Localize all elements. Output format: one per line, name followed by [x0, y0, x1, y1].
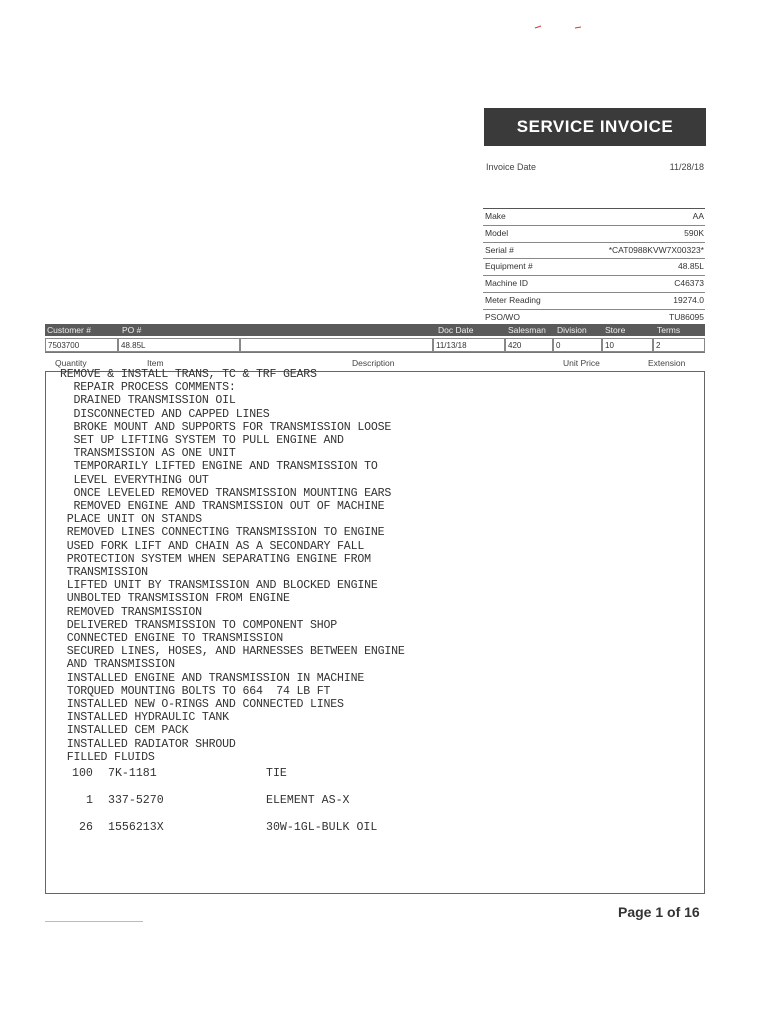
- info-row-meter: [483, 293, 705, 310]
- info-row-machine-id: [483, 276, 705, 293]
- blank-cell: [240, 338, 433, 352]
- terms-label: Terms: [657, 325, 681, 335]
- salesman-label: Salesman: [508, 325, 546, 335]
- store-label: Store: [605, 325, 626, 335]
- line-item-qty: 100: [72, 767, 93, 780]
- line-item-number: 7K-1181: [108, 767, 157, 780]
- page-indicator: Page 1 of 16: [618, 904, 700, 920]
- machine-info-table: [483, 208, 705, 327]
- col-description: Description: [352, 358, 395, 368]
- info-row-model: [483, 226, 705, 243]
- info-value: C46373: [674, 278, 704, 289]
- invoice-title-text: SERVICE INVOICE: [516, 117, 674, 136]
- info-value: TU86095: [669, 311, 704, 322]
- info-row-serial: [483, 243, 705, 260]
- info-row-make: [483, 209, 705, 226]
- po-label: PO #: [122, 325, 142, 335]
- line-item-number: 1556213X: [108, 821, 164, 834]
- info-label: Machine ID: [485, 278, 528, 289]
- customer-value: 7503700: [45, 338, 118, 352]
- info-row-equipment: [483, 259, 705, 276]
- terms-value: 2: [653, 338, 705, 352]
- info-value: 48.85L: [678, 261, 704, 272]
- footer-divider: [45, 921, 143, 922]
- customer-label: Customer #: [47, 325, 91, 335]
- division-label: Division: [557, 325, 587, 335]
- info-label: PSO/WO: [485, 311, 520, 322]
- line-item-qty: 1: [86, 794, 93, 807]
- info-value: AA: [692, 211, 704, 221]
- line-item-desc: TIE: [266, 767, 287, 780]
- po-value: 48.85L: [118, 338, 240, 352]
- salesman-value: 420: [505, 338, 553, 352]
- info-label: Meter Reading: [485, 294, 541, 305]
- info-label: Equipment #: [485, 261, 533, 272]
- info-value: *CAT0988KVW7X00323*: [608, 244, 704, 255]
- line-item-qty: 26: [79, 821, 93, 834]
- invoice-title: [484, 108, 706, 146]
- line-item-desc: 30W-1GL-BULK OIL: [266, 821, 378, 834]
- scan-mark: [455, 18, 615, 20]
- col-item: Item: [147, 358, 164, 368]
- info-label: Make: [485, 211, 506, 221]
- col-quantity: Quantity: [55, 358, 87, 368]
- store-value: 10: [602, 338, 653, 352]
- col-unit-price: Unit Price: [563, 358, 600, 368]
- line-item-number: 337-5270: [108, 794, 164, 807]
- invoice-date-label: Invoice Date: [486, 162, 537, 172]
- invoice-date-value: 11/28/18: [669, 162, 704, 172]
- order-header-values: [45, 338, 705, 353]
- doc-date-value: 11/13/18: [433, 338, 505, 352]
- order-header-bar: [45, 324, 705, 336]
- work-description: REMOVE & INSTALL TRANS, TC & TRF GEARS REPAIR PROCESS COMMENTS: DRAINED TRANSMISSION OIL DISCONNECTED AND CAPPED LINES BROKE MOUNT AND SUPPORTS FOR TRANSMISSION LOOSE SET UP LIFTING SYSTEM TO PULL ENGINE AND TRANSMISSION AS ONE UNIT TEMPORARILY LIFTED ENGINE AND TRANSMISSION TO LEVEL EVERYTHING OUT ONCE LEVELED REMOVED TRANSMISSION MOUNTING EARS REMOVED ENGINE AND TRANSMISSION OUT OF MACHINE PLACE UNIT ON STANDS REMOVED LINES CONNECTING TRANSMISSION TO ENGINE USED FORK LIFT AND CHAIN AS A SECONDARY FALL PROTECTION SYSTEM WHEN SEPARATING ENGINE FROM TRANSMISSION LIFTED UNIT BY TRANSMISSION AND BLOCKED ENGINE UNBOLTED TRANSMISSION FROM ENGINE REMOVED TRANSMISSION DELIVERED TRANSMISSION TO COMPONENT SHOP CONNECTED ENGINE TO TRANSMISSION SECURED LINES, HOSES, AND HARNESSES BETWEEN ENGINE AND TRANSMISSION INSTALLED ENGINE AND TRANSMISSION IN MACHINE TORQUED MOUNTING BOLTS TO 664 74 LB FT INSTALLED NEW O-RINGS AND CONNECTED LINES INSTALLED HYDRAULIC TANK INSTALLED CEM PACK INSTALLED RADIATOR SHROUD FILLED FLUIDS: [60, 368, 405, 764]
- line-item-desc: ELEMENT AS-X: [266, 794, 350, 807]
- doc-date-label: Doc Date: [438, 325, 474, 335]
- info-label: Serial #: [485, 244, 514, 255]
- info-value: 590K: [684, 227, 704, 238]
- info-value: 19274.0: [673, 294, 704, 305]
- col-extension: Extension: [648, 358, 686, 368]
- info-label: Model: [485, 227, 509, 238]
- division-value: 0: [553, 338, 602, 352]
